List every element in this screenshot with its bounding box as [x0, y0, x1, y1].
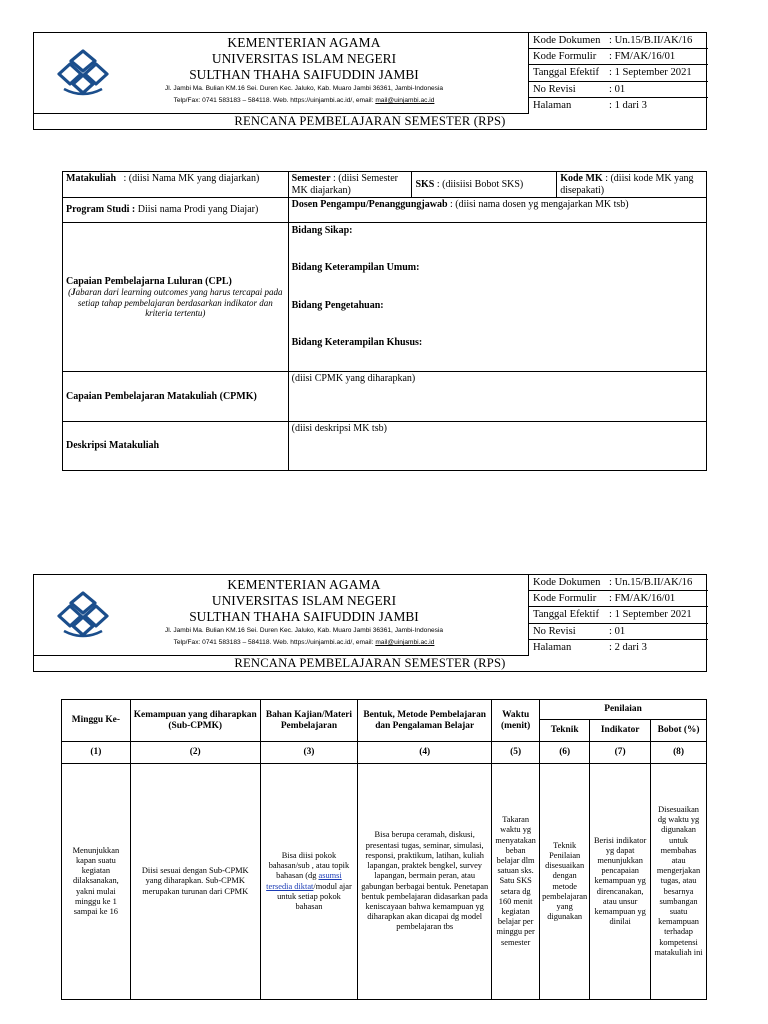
sks-value: : (diisiisi Bobot SKS) — [436, 178, 524, 190]
ministry-name: KEMENTERIAN AGAMA — [227, 577, 381, 592]
weekly-plan-table — [61, 699, 707, 1000]
sks-cell — [412, 172, 557, 198]
table-row — [63, 172, 707, 198]
meta-row-tanggal-efektif — [529, 607, 708, 623]
cpmk-value: (diisi CPMK yang diharapkan) — [291, 373, 416, 384]
meta-value: : 1 September 2021 — [609, 609, 692, 621]
meta-row-kode-formulir — [529, 49, 708, 65]
column-number-row — [62, 742, 707, 764]
meta-label: Halaman — [533, 641, 572, 653]
course-info-table — [62, 171, 707, 471]
col-number: (1) — [62, 742, 131, 764]
col-header-penilaian: Penilaian — [540, 700, 707, 720]
cell-bentuk: Bisa berupa ceramah, diskusi, presentasi tugas, seminar, simulasi, responsi, praktikum, latihan, kuliah lapangan, praktek bengkel, survey lapangan, bermain peran, atau gabungan berbagai bentuk. Penetapan bentuk pembelajaran didasarkan pada keniscayaan bahwa kemampuan yg diharapkan akan dicapai dg model pembelajaran tbs — [358, 764, 492, 1000]
semester-value: : (diisi Semester MK diajarkan) — [291, 173, 399, 196]
cell-waktu: Takaran waktu yg menyatakan beban belajar dlm satuan sks. Satu SKS setara dg 160 menit kegiatan belajar per minggu per semester — [492, 764, 540, 1000]
cell-indikator: Berisi indikator yg dapat menunjukkan pencapaian kemampuan yg direncanakan, atau unsur kemampuan yg dinilai — [590, 764, 651, 1000]
meta-label: No Revisi — [533, 625, 576, 637]
col-number: (4) — [358, 742, 492, 764]
col-header-bentuk: Bentuk, Metode Pembelajaran dan Pengalaman Belajar — [358, 700, 492, 742]
cell-kemampuan: Diisi sesuai dengan Sub-CPMK yang diharapkan. Sub-CPMK merupakan turunan dari CPMK — [130, 764, 260, 1000]
semester-cell — [288, 172, 412, 198]
meta-value: : FM/AK/16/01 — [609, 593, 676, 605]
meta-row-tanggal-efektif — [529, 65, 708, 81]
matakuliah-cell — [63, 172, 289, 198]
institution-block — [34, 33, 529, 114]
meta-row-halaman — [529, 640, 708, 656]
prodi-label: Program Studi : — [66, 204, 136, 216]
document-meta-block — [529, 575, 708, 656]
col-number: (7) — [590, 742, 651, 764]
cpl-note-open: ( — [68, 287, 72, 297]
email-link[interactable]: mail@uinjambi.ac.id — [375, 639, 435, 646]
cpmk-label: Capaian Pembelajaran Matakuliah (CPMK) — [66, 390, 257, 402]
table-row — [63, 223, 707, 372]
bidang-sikap: Bidang Sikap: — [291, 225, 353, 236]
meta-value: : 2 dari 3 — [609, 641, 647, 653]
cpl-note-bold: J — [71, 287, 76, 297]
meta-value: : FM/AK/16/01 — [609, 51, 676, 63]
semester-label: Semester — [291, 173, 331, 184]
email-link[interactable]: mail@uinjambi.ac.id — [375, 97, 435, 104]
bahan-text-end: /modul ajar untuk setiap pokok bahasan — [277, 881, 352, 911]
col-header-bahan: Bahan Kajian/Materi Pembelajaran — [260, 700, 358, 742]
meta-value: : Un.15/B.II/AK/16 — [609, 35, 693, 46]
deskripsi-label-cell — [63, 422, 289, 471]
university-name: UNIVERSITAS ISLAM NEGERI — [211, 51, 397, 66]
cell-minggu: Menunjukkan kapan suatu kegiatan dilaksanakan, yakni mulai minggu ke 1 sampai ke 16 — [62, 764, 131, 1000]
cell-bahan — [260, 764, 358, 1000]
dosen-cell — [288, 198, 706, 223]
bidang-keterampilan-umum: Bidang Keterampilan Umum: — [291, 262, 420, 273]
meta-row-kode-formulir — [529, 591, 708, 607]
matakuliah-value: : (diisi Nama MK yang diajarkan) — [123, 173, 260, 184]
address-text: Jl. Jambi Ma. Bulian KM.16 Sei. Duren Kec. Jaluko, Kab. Muaro Jambi 36361, Jambi-Indonesia — [164, 85, 444, 92]
university-name: UNIVERSITAS ISLAM NEGERI — [211, 593, 397, 608]
cpmk-label-cell — [63, 372, 289, 422]
col-header-teknik: Teknik — [540, 720, 590, 742]
table-row — [63, 422, 707, 471]
table-row — [62, 764, 707, 1000]
meta-label: Kode Dokumen — [533, 577, 601, 588]
cell-bobot: Disesuaikan dg waktu yg digunakan untuk membahas atau mengerjakan tugas, atau besarnya sumbangan suatu kemampuan terhadap kompetensi matakuliah ini — [651, 764, 707, 1000]
document-title: RENCANA PEMBELAJARAN SEMESTER (RPS) — [234, 114, 506, 128]
col-header-bobot: Bobot (%) — [651, 720, 707, 742]
col-number: (3) — [260, 742, 358, 764]
meta-row-no-revisi — [529, 624, 708, 640]
meta-label: Halaman — [533, 99, 572, 111]
meta-row-halaman — [529, 98, 708, 114]
kode-mk-cell — [557, 172, 707, 198]
document-title: RENCANA PEMBELAJARAN SEMESTER (RPS) — [234, 656, 506, 670]
table-row — [63, 372, 707, 422]
institution-block — [34, 575, 529, 656]
table-row — [63, 198, 707, 223]
address-text: Jl. Jambi Ma. Bulian KM.16 Sei. Duren Kec. Jaluko, Kab. Muaro Jambi 36361, Jambi-Indonesia — [164, 627, 444, 634]
matakuliah-label: Matakuliah — [66, 173, 117, 184]
cpmk-value-cell — [288, 372, 706, 422]
deskripsi-value-cell — [288, 422, 706, 471]
diktat-link[interactable]: asumsi tersedia diktat — [266, 871, 342, 891]
contact-prefix: Telp/Fax: 0741 583183 – 584118. Web. https://uinjambi.ac.id/, email: — [173, 639, 376, 646]
contact-prefix: Telp/Fax: 0741 583183 – 584118. Web. https://uinjambi.ac.id/, email: — [173, 97, 376, 104]
meta-value: : 01 — [609, 625, 626, 637]
deskripsi-value: (diisi deskripsi MK tsb) — [291, 423, 387, 434]
sks-label: SKS — [415, 178, 435, 190]
meta-label: Kode Formulir — [533, 51, 597, 63]
prodi-cell — [63, 198, 289, 223]
meta-row-no-revisi — [529, 82, 708, 98]
cpl-note-text: abaran dari learning outcomes yang harus tercapai pada setiap tahap pembelajaran berdasarkan indikator dan kriteria tertentu) — [75, 287, 283, 318]
cpl-label: Capaian Pembelajarna Luluran (CPL) — [66, 275, 232, 287]
meta-value: : 1 September 2021 — [609, 67, 692, 79]
cpl-bidang-cell — [288, 223, 706, 372]
contact-text — [94, 639, 514, 646]
meta-label: No Revisi — [533, 83, 576, 95]
university-subname: SULTHAN THAHA SAIFUDDIN JAMBI — [189, 609, 419, 624]
col-number: (6) — [540, 742, 590, 764]
meta-label: Kode Dokumen — [533, 35, 601, 46]
bidang-pengetahuan: Bidang Pengetahuan: — [291, 300, 384, 311]
col-header-minggu: Minggu Ke- — [62, 700, 131, 742]
col-header-kemampuan: Kemampuan yang diharapkan (Sub-CPMK) — [130, 700, 260, 742]
kode-mk-value: : (diisi kode MK yang disepakati) — [560, 173, 694, 196]
cpl-note — [66, 287, 285, 319]
dosen-label: Dosen Pengampu/Penanggungjawab — [291, 199, 448, 210]
document-header-page-2 — [33, 574, 707, 672]
cell-teknik: Teknik Penilaian disesuaikan dengan metode pembelajaran yang digunakan — [540, 764, 590, 1000]
col-number: (5) — [492, 742, 540, 764]
meta-row-kode-dokumen — [529, 575, 708, 591]
meta-label: Tanggal Efektif — [533, 67, 600, 79]
document-meta-block — [529, 33, 708, 114]
meta-row-kode-dokumen — [529, 33, 708, 49]
col-number: (8) — [651, 742, 707, 764]
document-header-page-1 — [33, 32, 707, 130]
meta-value: : 01 — [609, 83, 626, 95]
meta-value: : 1 dari 3 — [609, 99, 647, 111]
meta-label: Tanggal Efektif — [533, 609, 600, 621]
contact-text — [94, 97, 514, 104]
dosen-value: : (diisi nama dosen yg mengajarkan MK tsb) — [450, 199, 629, 210]
cpl-cell — [63, 223, 289, 372]
bidang-keterampilan-khusus: Bidang Keterampilan Khusus: — [291, 337, 423, 348]
prodi-value: Diisi nama Prodi yang Diajar) — [137, 204, 259, 216]
bahan-text: Bisa diisi pokok bahasan/sub , atau topik bahasan (dg — [268, 850, 350, 881]
ministry-name: KEMENTERIAN AGAMA — [227, 35, 381, 50]
col-header-waktu: Waktu (menit) — [492, 700, 540, 742]
meta-value: : Un.15/B.II/AK/16 — [609, 577, 693, 588]
col-number: (2) — [130, 742, 260, 764]
meta-label: Kode Formulir — [533, 593, 597, 605]
table-header-row — [62, 700, 707, 720]
kode-mk-label: Kode MK — [560, 173, 603, 184]
col-header-indikator: Indikator — [590, 720, 651, 742]
university-subname: SULTHAN THAHA SAIFUDDIN JAMBI — [189, 67, 419, 82]
deskripsi-label: Deskripsi Matakuliah — [66, 440, 160, 452]
